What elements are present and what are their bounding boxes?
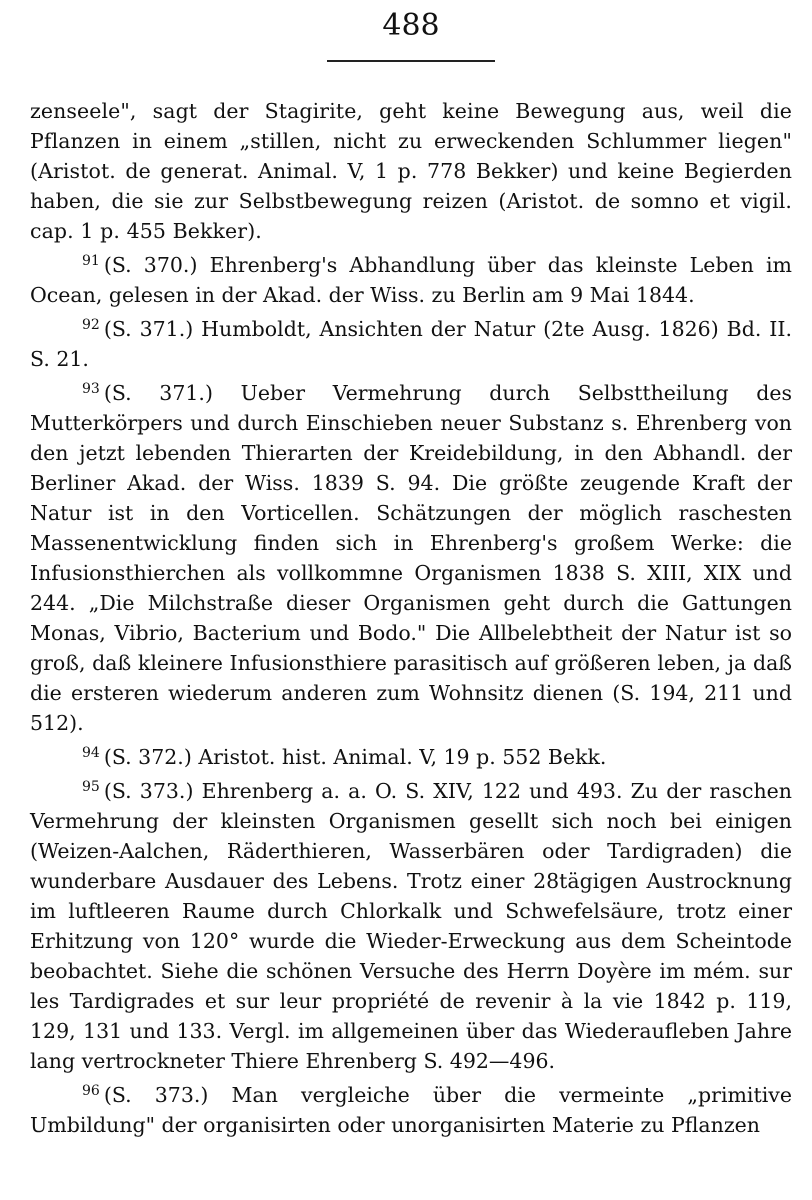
footnote-94 xyxy=(30,742,792,772)
footnote-text: (S. 371.) Ueber Vermehrung durch Selbsttheilung des Mutterkörpers und durch Einschieben neuer Substanz s. Ehrenberg von den jetzt lebenden Thierarten der Kreidebildung, in den Abhandl. der Berliner Akad. der Wiss. 1839 S. 94. Die größte zeugende Kraft der Natur ist in den Vorticellen. Schätzungen der möglich raschesten Massenentwicklung finden sich in Ehrenberg's großem Werke: die Infusionsthierchen als vollkommne Organismen 1838 S. XIII, XIX und 244. „Die Milchstraße dieser Organismen geht durch die Gattungen Monas, Vibrio, Bacterium und Bodo." Die Allbelebtheit der Natur ist so groß, daß kleinere Infusionsthiere parasitisch auf größeren leben, ja daß die ersteren wiederum anderen zum Wohnsitz dienen (S. 194, 211 und 512). xyxy=(30,381,792,735)
footnote-text: (S. 372.) Aristot. hist. Animal. V, 19 p. 552 Bekk. xyxy=(103,745,607,769)
footnote-95 xyxy=(30,776,792,1076)
footnote-text: (S. 370.) Ehrenberg's Abhandlung über das kleinste Leben im Ocean, gelesen in der Akad. der Wiss. zu Berlin am 9 Mai 1844. xyxy=(30,253,792,307)
footnote-92 xyxy=(30,314,792,374)
footnote-number: 93 xyxy=(82,381,100,397)
footnote-text: (S. 373.) Ehrenberg a. a. O. S. XIV, 122 und 493. Zu der raschen Vermehrung der kleinsten Organismen gesellt sich noch bei einigen (Weizen-Aalchen, Räderthieren, Wasserbären oder Tardigraden) die wunderbare Ausdauer des Lebens. Trotz einer 28tägigen Austrocknung im luftleeren Raume durch Chlorkalk und Schwefelsäure, trotz einer Erhitzung von 120° wurde die Wieder-Erweckung aus dem Scheintode beobachtet. Siehe die schönen Versuche des Herrn Doyère im mém. sur les Tardigrades et sur leur propriété de revenir à la vie 1842 p. 119, 129, 131 und 133. Vergl. im allgemeinen über das Wiederaufleben Jahre lang vertrockneter Thiere Ehrenberg S. 492—496. xyxy=(30,779,792,1073)
intro-paragraph: zenseele", sagt der Stagirite, geht keine Bewegung aus, weil die Pflanzen in einem „stillen, nicht zu erweckenden Schlummer liegen" (Aristot. de generat. Animal. V, 1 p. 778 Bekker) und keine Begierden haben, die sie zur Selbstbewegung reizen (Aristot. de somno et vigil. cap. 1 p. 455 Bekker). xyxy=(30,99,792,243)
footnote-number: 96 xyxy=(82,1083,100,1099)
footnote-93 xyxy=(30,378,792,738)
footnote-text: (S. 373.) Man vergleiche über die vermeinte „primitive Umbildung" der organisirten oder unorganisirten Materie zu Pflanzen xyxy=(30,1083,792,1137)
footnote-number: 95 xyxy=(82,779,100,795)
footnote-text: (S. 371.) Humboldt, Ansichten der Natur (2te Ausg. 1826) Bd. II. S. 21. xyxy=(30,317,792,371)
page-number: 488 xyxy=(382,8,440,43)
header-rule xyxy=(327,60,495,62)
footnote-number: 92 xyxy=(82,317,100,333)
footnote-number: 94 xyxy=(82,745,100,761)
footnote-number: 91 xyxy=(82,253,100,269)
footnote-91 xyxy=(30,250,792,310)
footnote-96 xyxy=(30,1080,792,1140)
